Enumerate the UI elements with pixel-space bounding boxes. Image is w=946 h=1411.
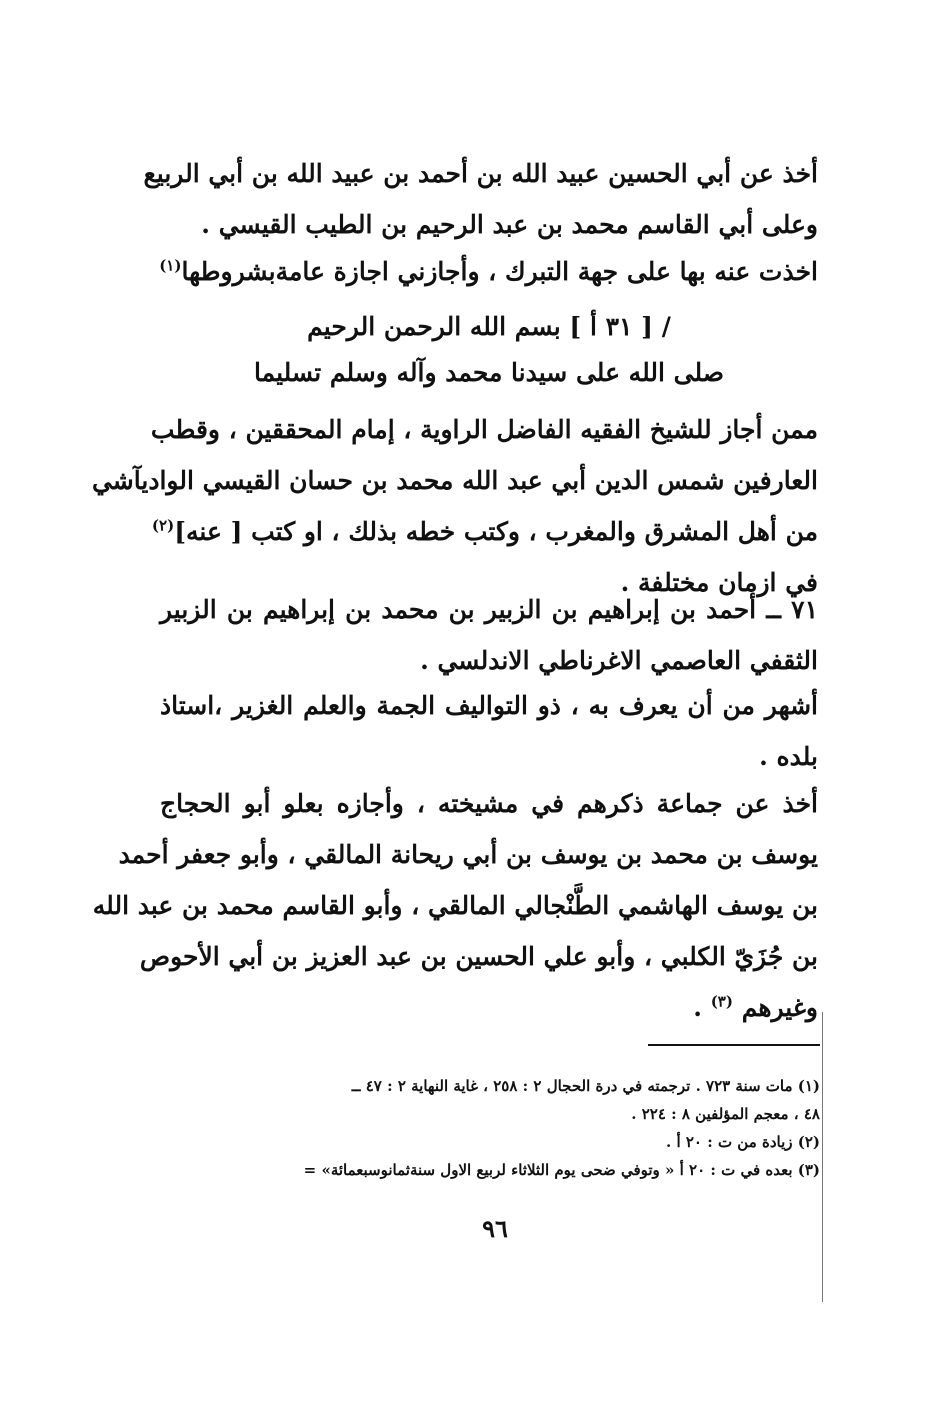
paragraph-4-line-2: الثقفي العاصمي الاغرناطي الاندلسي . — [420, 646, 818, 675]
margin-line — [822, 1012, 823, 1302]
paragraph-3-line-3 — [151, 506, 818, 557]
footnote-ref-1: (١) — [159, 256, 182, 275]
paragraph-6-line-2: يوسف بن محمد بن يوسف بن أبي ريحانة المالقي ، وأبو جعفر أحمد — [118, 840, 818, 869]
paragraph-6-line-1: أخذ عن جماعة ذكرهم في مشيخته ، وأجازه بعلو أبو الحجاج — [160, 789, 818, 818]
salat-line: صلى الله على سيدنا محمد وآله وسلم تسليما — [254, 358, 724, 387]
paragraph-2-line-1 — [160, 246, 818, 297]
paragraph-6-line-4: بن جُزَيّ الكلبي ، وأبو علي الحسين بن عبد العزيز بن أبي الأحوص — [139, 942, 818, 971]
paragraph-3-line-4: في ازمان مختلفة . — [620, 568, 818, 597]
paragraph-4-entry-title — [160, 584, 818, 686]
footnote-2: (٢) زيادة من ت : ٢٠ أ . — [666, 1133, 820, 1151]
paragraph-3-line-3-text: من أهل المشرق والمغرب ، وكتب خطه بذلك ، او كتب [ عنه] — [174, 517, 818, 546]
footnote-separator — [648, 1044, 820, 1046]
paragraph-2 — [160, 246, 818, 297]
folio-marker: / [ ٣١ أ ] — [569, 312, 671, 341]
paragraph-1-line-2: وعلى أبي القاسم محمد بن عبد الرحيم بن الطيب القيسي . — [201, 210, 818, 239]
page-number: ٩٦ — [482, 1214, 508, 1243]
paragraph-1-line-1: أخذ عن أبي الحسين عبيد الله بن أحمد بن عبيد الله بن أبي الربيع — [143, 159, 818, 188]
paragraph-5-line-1: أشهر من أن يعرف به ، ذو التواليف الجمة والعلم الغزير ،استاذ — [160, 691, 818, 720]
paragraph-6 — [92, 778, 818, 1033]
heading-line-1 — [160, 304, 818, 350]
footnote-3: (٣) بعده في ت : ٢٠ أ « وتوفي ضحى يوم الثلاثاء لربيع الاول سنةثمانوسبعمائة» = — [303, 1161, 820, 1179]
paragraph-6-line-5-text: وغيرهم — [741, 993, 818, 1022]
footnote-ref-2: (٢) — [151, 516, 175, 535]
footnote-1-line-2: ٤٨ ، معجم المؤلفين ٨ : ٢٢٤ . — [631, 1105, 820, 1123]
paragraph-4-line-1: ٧١ ــ أحمد بن إبراهيم بن الزبير بن محمد بن إبراهيم بن الزبير — [160, 595, 818, 624]
footnote-ref-3: (٣) — [710, 992, 733, 1011]
paragraph-3-line-1: ممن أجاز للشيخ الفقيه الفاضل الراوية ، إمام المحققين ، وقطب — [150, 415, 818, 444]
paragraph-5 — [160, 680, 818, 782]
paragraph-6-line-5: وغيرهم $^{(٣)}$ . — [693, 992, 818, 1022]
paragraph-6-line-3: بن يوسف الهاشمي الطَّنْجالي المالقي ، وأبو القاسم محمد بن عبد الله — [92, 891, 818, 920]
paragraph-3 — [91, 404, 818, 608]
heading-block — [160, 304, 818, 396]
footnote-1-line-1: (١) مات سنة ٧٢٣ . ترجمته في درة الحجال ٢ : ٢٥٨ ، غاية النهاية ٢ : ٤٧ ــ — [351, 1077, 820, 1095]
footnotes — [150, 1072, 820, 1184]
paragraph-3-line-2: العارفين شمس الدين أبي عبد الله محمد بن حسان القيسي الواديآشي — [91, 466, 818, 495]
paragraph-5-line-2: بلده . — [759, 742, 818, 771]
basmala: بسم الله الرحمن الرحيم — [307, 312, 561, 341]
paragraph-2-text: اخذت عنه بها على جهة التبرك ، وأجازني اجازة عامةبشروطها — [181, 257, 818, 286]
paragraph-1 — [143, 148, 818, 250]
